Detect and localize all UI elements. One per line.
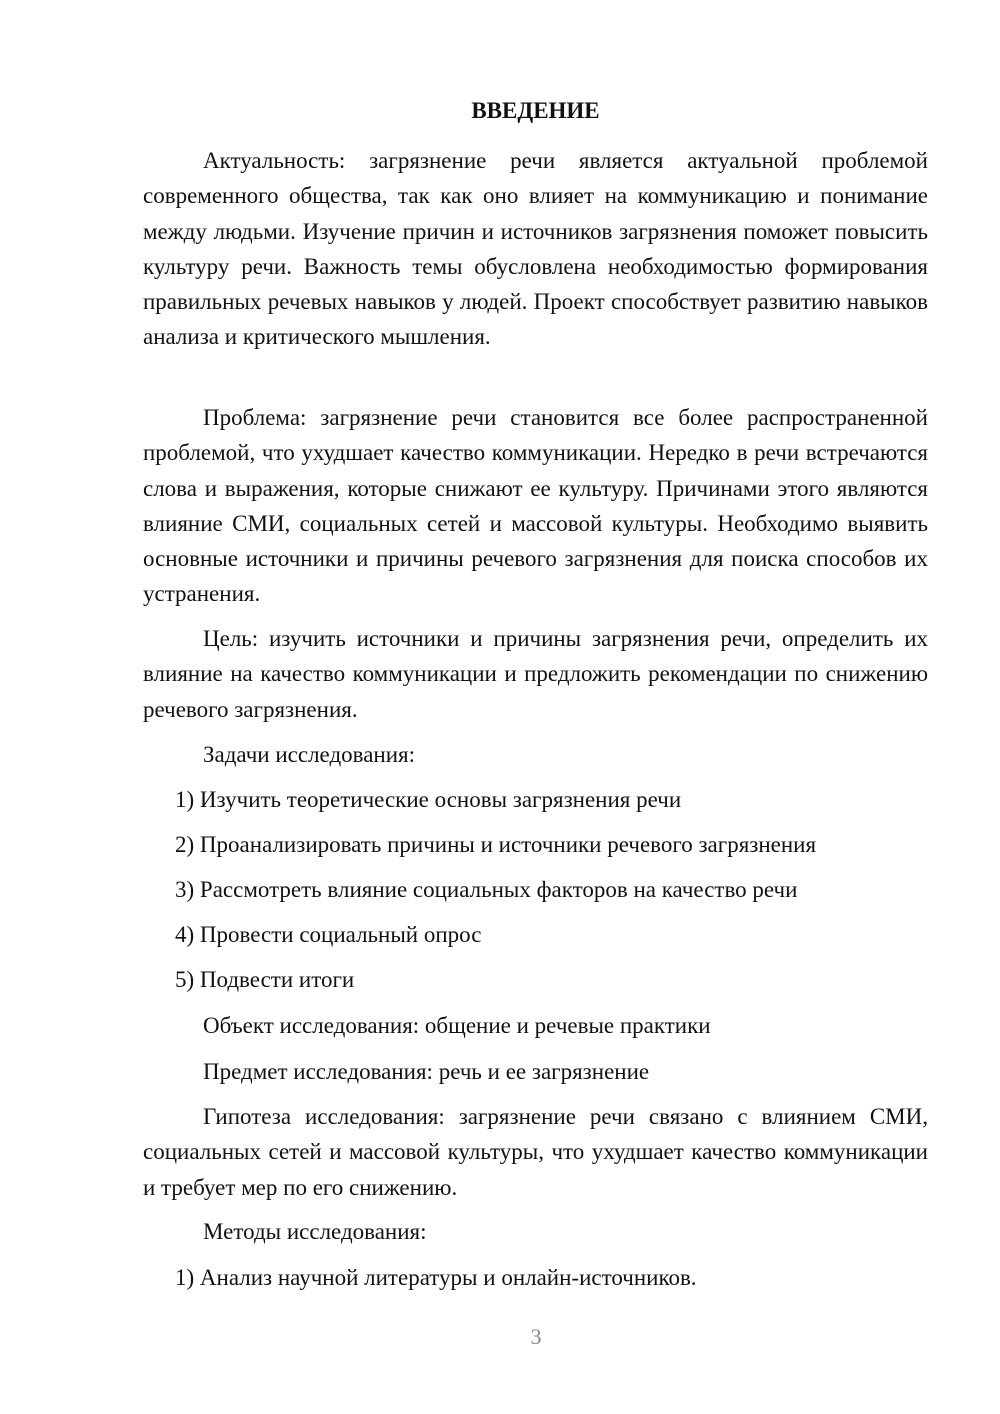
task-item: 4) Провести социальный опрос — [175, 922, 482, 947]
page-number: 3 — [530, 1324, 542, 1349]
task-item: 3) Рассмотреть влияние социальных факторов на качество речи — [175, 877, 798, 902]
section-title: ВВЕДЕНИЕ — [471, 98, 600, 123]
research-subject: Предмет исследования: речь и ее загрязнение — [203, 1059, 650, 1084]
methods-heading: Методы исследования: — [203, 1219, 427, 1244]
hypothesis-paragraph: Гипотеза исследования: загрязнение речи связано с влиянием СМИ, социальных сетей и массовой культуры, что ухудшает качество коммуникации и требует мер по его снижению. — [143, 1104, 928, 1200]
task-item: 1) Изучить теоретические основы загрязнения речи — [175, 787, 682, 812]
research-object: Объект исследования: общение и речевые практики — [203, 1013, 711, 1038]
relevance-paragraph: Актуальность: загрязнение речи является актуальной проблемой современного общества, так как оно влияет на коммуникацию и понимание между людьми. Изучение причин и источников загрязнения поможет повысить культуру речи. Важность темы обусловлена необходимостью формирования правильных речевых навыков у людей. Проект способствует развитию навыков анализа и критического мышления. — [143, 148, 928, 350]
tasks-heading: Задачи исследования: — [203, 742, 416, 767]
problem-paragraph: Проблема: загрязнение речи становится все более распространенной проблемой, что ухудшает качество коммуникации. Нередко в речи встречаются слова и выражения, которые снижают ее культуру. Причинами этого являются влияние СМИ, социальных сетей и массовой культуры. Необходимо выявить основные источники и причины речевого загрязнения для поиска способов их устранения. — [143, 405, 928, 607]
method-item: 1) Анализ научной литературы и онлайн-источников. — [175, 1265, 697, 1290]
goal-paragraph: Цель: изучить источники и причины загрязнения речи, определить их влияние на качество коммуникации и предложить рекомендации по снижению речевого загрязнения. — [143, 626, 928, 722]
task-item: 2) Проанализировать причины и источники речевого загрязнения — [175, 832, 817, 857]
task-item: 5) Подвести итоги — [175, 967, 355, 992]
